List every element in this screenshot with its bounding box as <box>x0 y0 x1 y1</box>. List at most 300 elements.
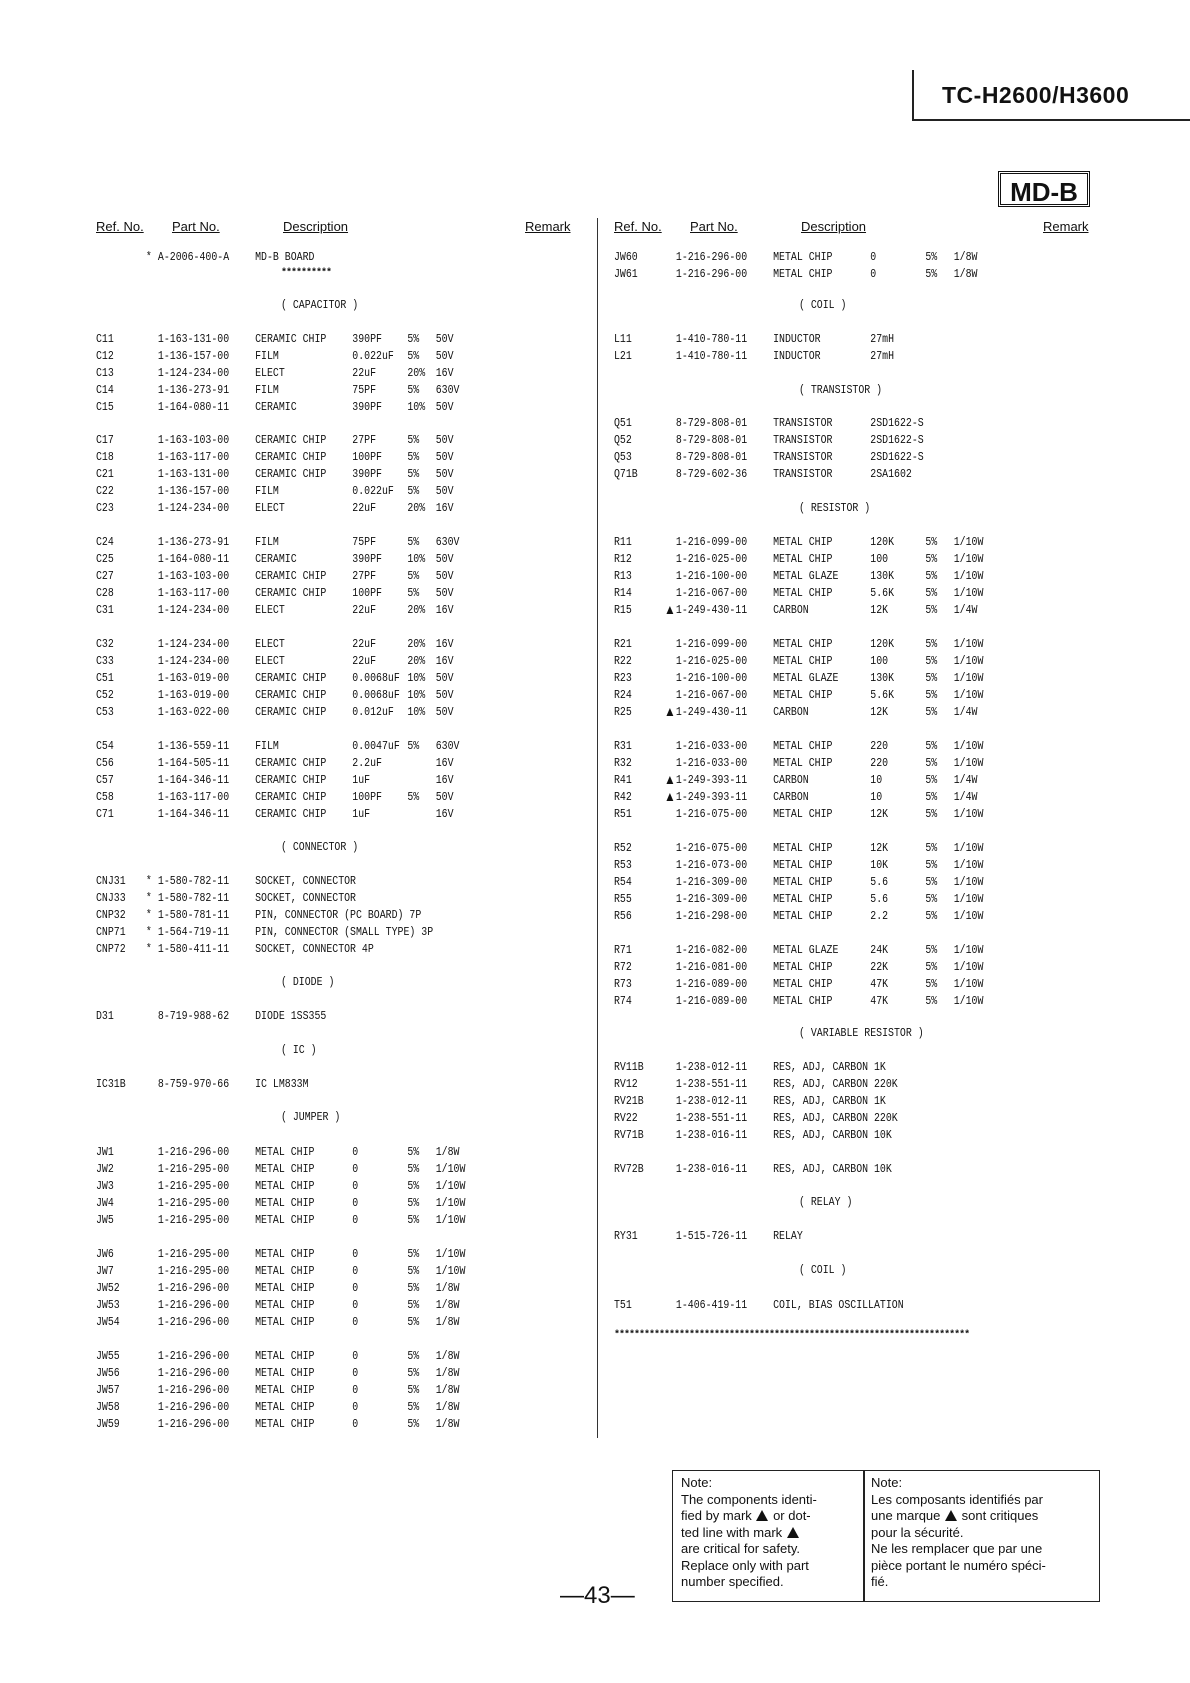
cell-rat: 1/10W <box>953 859 984 872</box>
cell-tol: 5% <box>407 1367 420 1380</box>
note-line <box>681 1508 817 1525</box>
cell-part: 1-410-780-11 <box>675 333 748 346</box>
cell-desc: TRANSISTOR <box>773 451 833 464</box>
cell-part: 1-216-298-00 <box>675 910 748 923</box>
cell-desc: METAL CHIP <box>255 1367 315 1380</box>
cell-part: 8-729-808-01 <box>675 417 748 430</box>
cell-desc: TRANSISTOR <box>773 434 833 447</box>
cell-ref: C11 <box>96 333 114 346</box>
cell-tol: 5% <box>925 570 938 583</box>
cell-ref: R11 <box>614 536 632 549</box>
cell-val: 10K <box>870 859 889 872</box>
cell-val: 220 <box>870 740 889 753</box>
cell-ref: T51 <box>614 1299 632 1312</box>
cell-tol: 5% <box>925 689 938 702</box>
cell-desc: RES, ADJ, CARBON 1K <box>773 1095 886 1108</box>
cell-ref: R41 <box>614 774 632 787</box>
cell-ref: JW6 <box>96 1248 114 1261</box>
header-remark-right: Remark <box>1043 219 1089 234</box>
model-title: TC-H2600/H3600 <box>942 82 1130 108</box>
cell-part: 1-216-296-00 <box>157 1401 230 1414</box>
cell-part: 1-238-016-11 <box>675 1163 748 1176</box>
cell-rat: 50V <box>435 553 454 566</box>
section-heading: ( RESISTOR ) <box>799 502 871 515</box>
note-line: pièce portant le numéro spéci- <box>871 1557 1046 1573</box>
cell-tol: 5% <box>925 791 938 804</box>
section-heading: ( JUMPER ) <box>281 1111 341 1124</box>
cell-rat: 16V <box>435 604 454 617</box>
cell-desc: METAL CHIP <box>255 1214 315 1227</box>
cell-ref: C22 <box>96 485 114 498</box>
cell-val: 12K <box>870 808 889 821</box>
cell-part: 1-124-234-00 <box>157 502 230 515</box>
cell-ref: R42 <box>614 791 632 804</box>
cell-ref: R22 <box>614 655 632 668</box>
cell-desc: CERAMIC CHIP <box>255 689 327 702</box>
cell-val: 2SD1622-S <box>870 434 924 447</box>
cell-ref: Q51 <box>614 417 632 430</box>
cell-ref: JW54 <box>96 1316 120 1329</box>
cell-tol: 5% <box>925 910 938 923</box>
cell-part: 1-238-012-11 <box>675 1095 748 1108</box>
cell-ref: JW56 <box>96 1367 120 1380</box>
cell-tol: 5% <box>925 587 938 600</box>
cell-rat: 1/10W <box>435 1265 466 1278</box>
cell-desc: METAL CHIP <box>255 1180 315 1193</box>
cell-ref: R52 <box>614 842 632 855</box>
cell-desc: RES, ADJ, CARBON 10K <box>773 1129 892 1142</box>
cell-val: 5.6 <box>870 876 889 889</box>
cell-rat: 1/10W <box>953 808 984 821</box>
page-number: —43— <box>560 1582 635 1609</box>
cell-desc: SOCKET, CONNECTOR <box>255 875 357 888</box>
cell-desc: METAL CHIP <box>255 1282 315 1295</box>
cell-rat: 1/8W <box>435 1282 460 1295</box>
cell-ref: R25 <box>614 706 632 719</box>
cell-ref: C56 <box>96 757 114 770</box>
cell-desc: FILM <box>255 350 279 363</box>
header-desc-right: Description <box>801 219 867 234</box>
cell-part: 1-136-273-91 <box>157 384 230 397</box>
cell-ref: JW57 <box>96 1384 120 1397</box>
cell-ref: C32 <box>96 638 114 651</box>
cell-tol: 10% <box>407 553 426 566</box>
cell-tol: 5% <box>925 672 938 685</box>
cell-ref: RV72B <box>614 1163 644 1176</box>
cell-desc: TRANSISTOR <box>773 468 833 481</box>
cell-rat: 1/10W <box>953 842 984 855</box>
cell-val: 100 <box>870 553 889 566</box>
cell-desc: SOCKET, CONNECTOR 4P <box>255 943 374 956</box>
cell-desc: CERAMIC <box>255 401 297 414</box>
cell-desc: METAL CHIP <box>255 1384 315 1397</box>
cell-tol: 5% <box>925 893 938 906</box>
cell-part: 1-164-346-11 <box>157 774 230 787</box>
cell-ref: JW1 <box>96 1146 114 1159</box>
warning-triangle-icon <box>945 1510 957 1521</box>
cell-part: 1-163-019-00 <box>157 689 230 702</box>
cell-rat: 50V <box>435 587 454 600</box>
cell-tol: 5% <box>407 1146 420 1159</box>
cell-rat: 630V <box>435 740 460 753</box>
cell-desc: CERAMIC CHIP <box>255 672 327 685</box>
section-heading: ( COIL ) <box>799 1264 847 1277</box>
cell-desc: CERAMIC CHIP <box>255 434 327 447</box>
cell-rat: 1/4W <box>953 791 978 804</box>
cell-ref: RV71B <box>614 1129 644 1142</box>
cell-rat: 16V <box>435 655 454 668</box>
cell-tol: 5% <box>407 1350 420 1363</box>
cell-rat: 1/10W <box>953 672 984 685</box>
cell-val: 120K <box>870 536 895 549</box>
cell-part: 1-216-025-00 <box>675 655 748 668</box>
cell-part: 1-564-719-11 <box>157 926 230 939</box>
cell-rat: 16V <box>435 502 454 515</box>
cell-part: 1-249-393-11 <box>675 774 748 787</box>
header-ref-right: Ref. No. <box>614 219 662 234</box>
title-rule-horizontal <box>912 119 1190 121</box>
cell-tol: 5% <box>407 1316 420 1329</box>
cell-rat: 1/10W <box>953 961 984 974</box>
cell-ref: JW7 <box>96 1265 114 1278</box>
safety-warning-icon <box>666 776 673 784</box>
cell-tol: 5% <box>407 1163 420 1176</box>
cell-tol: 5% <box>407 570 420 583</box>
cell-tol: 10% <box>407 706 426 719</box>
cell-rat: 1/10W <box>953 689 984 702</box>
cell-part: 1-216-295-00 <box>157 1180 230 1193</box>
cell-val: 5.6K <box>870 587 895 600</box>
warning-triangle-icon <box>787 1527 799 1538</box>
cell-part: 1-249-430-11 <box>675 706 748 719</box>
cell-part: 1-238-551-11 <box>675 1112 748 1125</box>
cell-mark: * <box>145 943 152 956</box>
cell-ref: JW52 <box>96 1282 120 1295</box>
cell-desc: CARBON <box>773 774 809 787</box>
cell-ref: R13 <box>614 570 632 583</box>
cell-ref: C17 <box>96 434 114 447</box>
cell-rat: 630V <box>435 384 460 397</box>
note-text: sont critiques <box>961 1508 1039 1523</box>
cell-desc: METAL CHIP <box>255 1350 315 1363</box>
cell-desc: METAL CHIP <box>773 740 833 753</box>
cell-rat: 1/10W <box>953 978 984 991</box>
cell-desc: METAL CHIP <box>773 910 833 923</box>
cell-val: 12K <box>870 706 889 719</box>
cell-mark: * <box>145 875 152 888</box>
safety-warning-icon <box>666 708 673 716</box>
cell-val: 0.0068uF <box>352 689 400 702</box>
cell-val: 130K <box>870 570 895 583</box>
cell-ref: R21 <box>614 638 632 651</box>
cell-desc: METAL CHIP <box>773 655 833 668</box>
cell-desc: METAL CHIP <box>255 1197 315 1210</box>
cell-part: 1-216-296-00 <box>157 1282 230 1295</box>
note-line: Ne les remplacer que par une <box>871 1541 1043 1556</box>
cell-part: 1-238-551-11 <box>675 1078 748 1091</box>
cell-val: 100 <box>870 655 889 668</box>
cell-tol: 5% <box>925 706 938 719</box>
cell-tol: 5% <box>407 1418 420 1431</box>
cell-desc: METAL CHIP <box>255 1146 315 1159</box>
cell-rat: 1/10W <box>953 655 984 668</box>
cell-val: 100PF <box>352 451 382 464</box>
cell-desc: METAL GLAZE <box>773 672 839 685</box>
separator-stars: *********************************************************************** <box>614 1330 970 1341</box>
safety-note-french <box>871 1475 1046 1591</box>
cell-val: 0 <box>352 1248 359 1261</box>
section-heading: ( VARIABLE RESISTOR ) <box>799 1027 924 1040</box>
cell-rat: 50V <box>435 672 454 685</box>
cell-mark: * <box>145 926 152 939</box>
cell-desc: CARBON <box>773 706 809 719</box>
cell-part: 1-124-234-00 <box>157 367 230 380</box>
cell-tol: 5% <box>407 1384 420 1397</box>
cell-part: 1-216-296-00 <box>157 1316 230 1329</box>
cell-desc: CERAMIC CHIP <box>255 451 327 464</box>
cell-desc: METAL CHIP <box>773 251 833 264</box>
cell-rat: 1/10W <box>953 893 984 906</box>
cell-part: 1-124-234-00 <box>157 638 230 651</box>
cell-rat: 1/8W <box>953 251 978 264</box>
cell-desc: PIN, CONNECTOR (PC BOARD) 7P <box>255 909 422 922</box>
cell-val: 2.2uF <box>352 757 382 770</box>
cell-tol: 5% <box>925 978 938 991</box>
cell-ref: R71 <box>614 944 632 957</box>
note-line: pour la sécurité. <box>871 1524 964 1540</box>
cell-rat: 1/8W <box>435 1384 460 1397</box>
cell-rat: 1/10W <box>953 570 984 583</box>
cell-desc: CARBON <box>773 791 809 804</box>
note-line: are critical for safety. <box>681 1541 800 1556</box>
cell-ref: RY31 <box>614 1230 638 1243</box>
cell-val: 0.022uF <box>352 485 394 498</box>
cell-tol: 5% <box>925 944 938 957</box>
cell-part: 1-216-033-00 <box>675 740 748 753</box>
cell-part: 1-216-100-00 <box>675 672 748 685</box>
cell-ref: C28 <box>96 587 114 600</box>
cell-val: 24K <box>870 944 889 957</box>
cell-part: 1-216-073-00 <box>675 859 748 872</box>
cell-desc: CERAMIC <box>255 553 297 566</box>
note-title-en: Note: <box>681 1475 713 1490</box>
cell-ref: R72 <box>614 961 632 974</box>
warning-triangle-icon <box>756 1510 768 1521</box>
cell-tol: 5% <box>925 536 938 549</box>
cell-val: 22uF <box>352 638 377 651</box>
cell-ref: RV11B <box>614 1061 644 1074</box>
cell-val: 220 <box>870 757 889 770</box>
cell-part: 1-406-419-11 <box>675 1299 748 1312</box>
cell-desc: IC LM833M <box>255 1078 309 1091</box>
cell-part: 8-719-988-62 <box>157 1010 230 1023</box>
header-part-right: Part No. <box>690 219 738 234</box>
cell-rat: 1/8W <box>953 268 978 281</box>
cell-part: 1-163-103-00 <box>157 434 230 447</box>
cell-part: 8-759-970-66 <box>157 1078 230 1091</box>
cell-rat: 630V <box>435 536 460 549</box>
cell-val: 27PF <box>352 434 377 447</box>
cell-tol: 20% <box>407 367 426 380</box>
cell-tol: 5% <box>925 859 938 872</box>
cell-ref: R73 <box>614 978 632 991</box>
cell-val: 2SD1622-S <box>870 451 924 464</box>
cell-desc: PIN, CONNECTOR (SMALL TYPE) 3P <box>255 926 434 939</box>
cell-desc: CERAMIC CHIP <box>255 791 327 804</box>
cell-ref: R54 <box>614 876 632 889</box>
cell-tol: 5% <box>407 1248 420 1261</box>
cell-rat: 1/8W <box>435 1367 460 1380</box>
cell-part: 1-216-295-00 <box>157 1197 230 1210</box>
cell-val: 75PF <box>352 384 377 397</box>
cell-ref: L11 <box>614 333 632 346</box>
cell-part: 1-216-296-00 <box>157 1146 230 1159</box>
cell-val: 0 <box>352 1299 359 1312</box>
cell-part: 1-164-080-11 <box>157 553 230 566</box>
note-text: fied by mark <box>681 1508 752 1523</box>
cell-part: 8-729-808-01 <box>675 451 748 464</box>
cell-rat: 50V <box>435 350 454 363</box>
safety-note-box <box>672 1470 1100 1602</box>
cell-part: 1-249-393-11 <box>675 791 748 804</box>
cell-ref: CNP32 <box>96 909 126 922</box>
cell-ref: C71 <box>96 808 114 821</box>
cell-val: 0 <box>352 1418 359 1431</box>
cell-desc: METAL CHIP <box>773 268 833 281</box>
cell-rat: 16V <box>435 808 454 821</box>
cell-part: 1-238-016-11 <box>675 1129 748 1142</box>
cell-val: 22uF <box>352 655 377 668</box>
cell-desc: METAL CHIP <box>255 1248 315 1261</box>
cell-ref: JW58 <box>96 1401 120 1414</box>
cell-tol: 5% <box>407 536 420 549</box>
cell-ref: IC31B <box>96 1078 126 1091</box>
cell-tol: 5% <box>925 251 938 264</box>
cell-part: 1-163-117-00 <box>157 587 230 600</box>
cell-tol: 5% <box>407 434 420 447</box>
cell-tol: 5% <box>407 1197 420 1210</box>
cell-ref: C14 <box>96 384 114 397</box>
cell-part: 1-216-295-00 <box>157 1265 230 1278</box>
cell-tol: 5% <box>407 1401 420 1414</box>
cell-desc: INDUCTOR <box>773 350 821 363</box>
cell-desc: FILM <box>255 384 279 397</box>
cell-ref: R14 <box>614 587 632 600</box>
cell-rat: 1/4W <box>953 774 978 787</box>
cell-desc: RES, ADJ, CARBON 220K <box>773 1078 898 1091</box>
cell-rat: 50V <box>435 689 454 702</box>
cell-val: 5.6 <box>870 893 889 906</box>
cell-val: 0 <box>352 1265 359 1278</box>
cell-part: 1-216-309-00 <box>675 893 748 906</box>
cell-part: 1-216-296-00 <box>157 1350 230 1363</box>
cell-val: 100PF <box>352 587 382 600</box>
cell-part: 1-163-117-00 <box>157 791 230 804</box>
cell-rat: 50V <box>435 468 454 481</box>
cell-val: 22uF <box>352 367 377 380</box>
cell-desc: MD-B BOARD <box>255 251 315 264</box>
cell-ref: R55 <box>614 893 632 906</box>
cell-desc: RES, ADJ, CARBON 10K <box>773 1163 892 1176</box>
cell-ref: JW60 <box>614 251 638 264</box>
cell-desc: CERAMIC CHIP <box>255 570 327 583</box>
cell-part: 1-136-273-91 <box>157 536 230 549</box>
cell-val: 2SD1622-S <box>870 417 924 430</box>
cell-tol: 10% <box>407 672 426 685</box>
cell-rat: 1/10W <box>953 876 984 889</box>
cell-val: 0 <box>352 1316 359 1329</box>
cell-part: 1-515-726-11 <box>675 1230 748 1243</box>
cell-ref: C54 <box>96 740 114 753</box>
cell-part: 1-249-430-11 <box>675 604 748 617</box>
cell-part: 1-238-012-11 <box>675 1061 748 1074</box>
cell-rat: 50V <box>435 434 454 447</box>
cell-rat: 1/4W <box>953 604 978 617</box>
cell-ref: JW59 <box>96 1418 120 1431</box>
cell-mark: * <box>145 909 152 922</box>
cell-ref: CNJ33 <box>96 892 126 905</box>
cell-val: 390PF <box>352 333 382 346</box>
cell-tol: 10% <box>407 689 426 702</box>
cell-tol: 5% <box>925 604 938 617</box>
cell-val: 0.022uF <box>352 350 394 363</box>
cell-part: 1-580-411-11 <box>157 943 230 956</box>
cell-part: 1-163-103-00 <box>157 570 230 583</box>
cell-rat: 1/10W <box>953 740 984 753</box>
cell-val: 0.012uF <box>352 706 394 719</box>
cell-rat: 1/10W <box>435 1248 466 1261</box>
cell-desc: INDUCTOR <box>773 333 821 346</box>
section-heading: ( RELAY ) <box>799 1196 853 1209</box>
cell-part: 1-124-234-00 <box>157 655 230 668</box>
cell-tol: 5% <box>407 468 420 481</box>
cell-rat: 1/10W <box>953 587 984 600</box>
cell-tol: 5% <box>407 1299 420 1312</box>
cell-desc: FILM <box>255 740 279 753</box>
section-heading: ( IC ) <box>281 1044 317 1057</box>
section-heading: ( TRANSISTOR ) <box>799 384 883 397</box>
header-desc-left: Description <box>283 219 349 234</box>
cell-part: 1-580-781-11 <box>157 909 230 922</box>
section-heading: ( COIL ) <box>799 299 847 312</box>
cell-ref: R24 <box>614 689 632 702</box>
note-title-fr: Note: <box>871 1475 903 1490</box>
cell-val: 0 <box>352 1146 359 1159</box>
cell-part: 1-216-295-00 <box>157 1163 230 1176</box>
cell-val: 0.0047uF <box>352 740 400 753</box>
cell-val: 75PF <box>352 536 377 549</box>
separator-stars: ********** <box>281 268 332 279</box>
cell-rat: 1/10W <box>953 638 984 651</box>
note-text: une marque <box>871 1508 941 1523</box>
cell-val: 0 <box>352 1401 359 1414</box>
cell-val: 100PF <box>352 791 382 804</box>
cell-ref: C52 <box>96 689 114 702</box>
cell-ref: C27 <box>96 570 114 583</box>
cell-ref: RV22 <box>614 1112 638 1125</box>
cell-val: 5.6K <box>870 689 895 702</box>
cell-val: 0.0068uF <box>352 672 400 685</box>
note-text: or dot- <box>773 1508 811 1523</box>
cell-ref: R32 <box>614 757 632 770</box>
cell-part: 1-216-067-00 <box>675 587 748 600</box>
cell-desc: METAL CHIP <box>773 893 833 906</box>
cell-part: 1-124-234-00 <box>157 604 230 617</box>
cell-rat: 16V <box>435 367 454 380</box>
cell-desc: TRANSISTOR <box>773 417 833 430</box>
cell-tol: 5% <box>925 553 938 566</box>
cell-part: 1-216-089-00 <box>675 978 748 991</box>
